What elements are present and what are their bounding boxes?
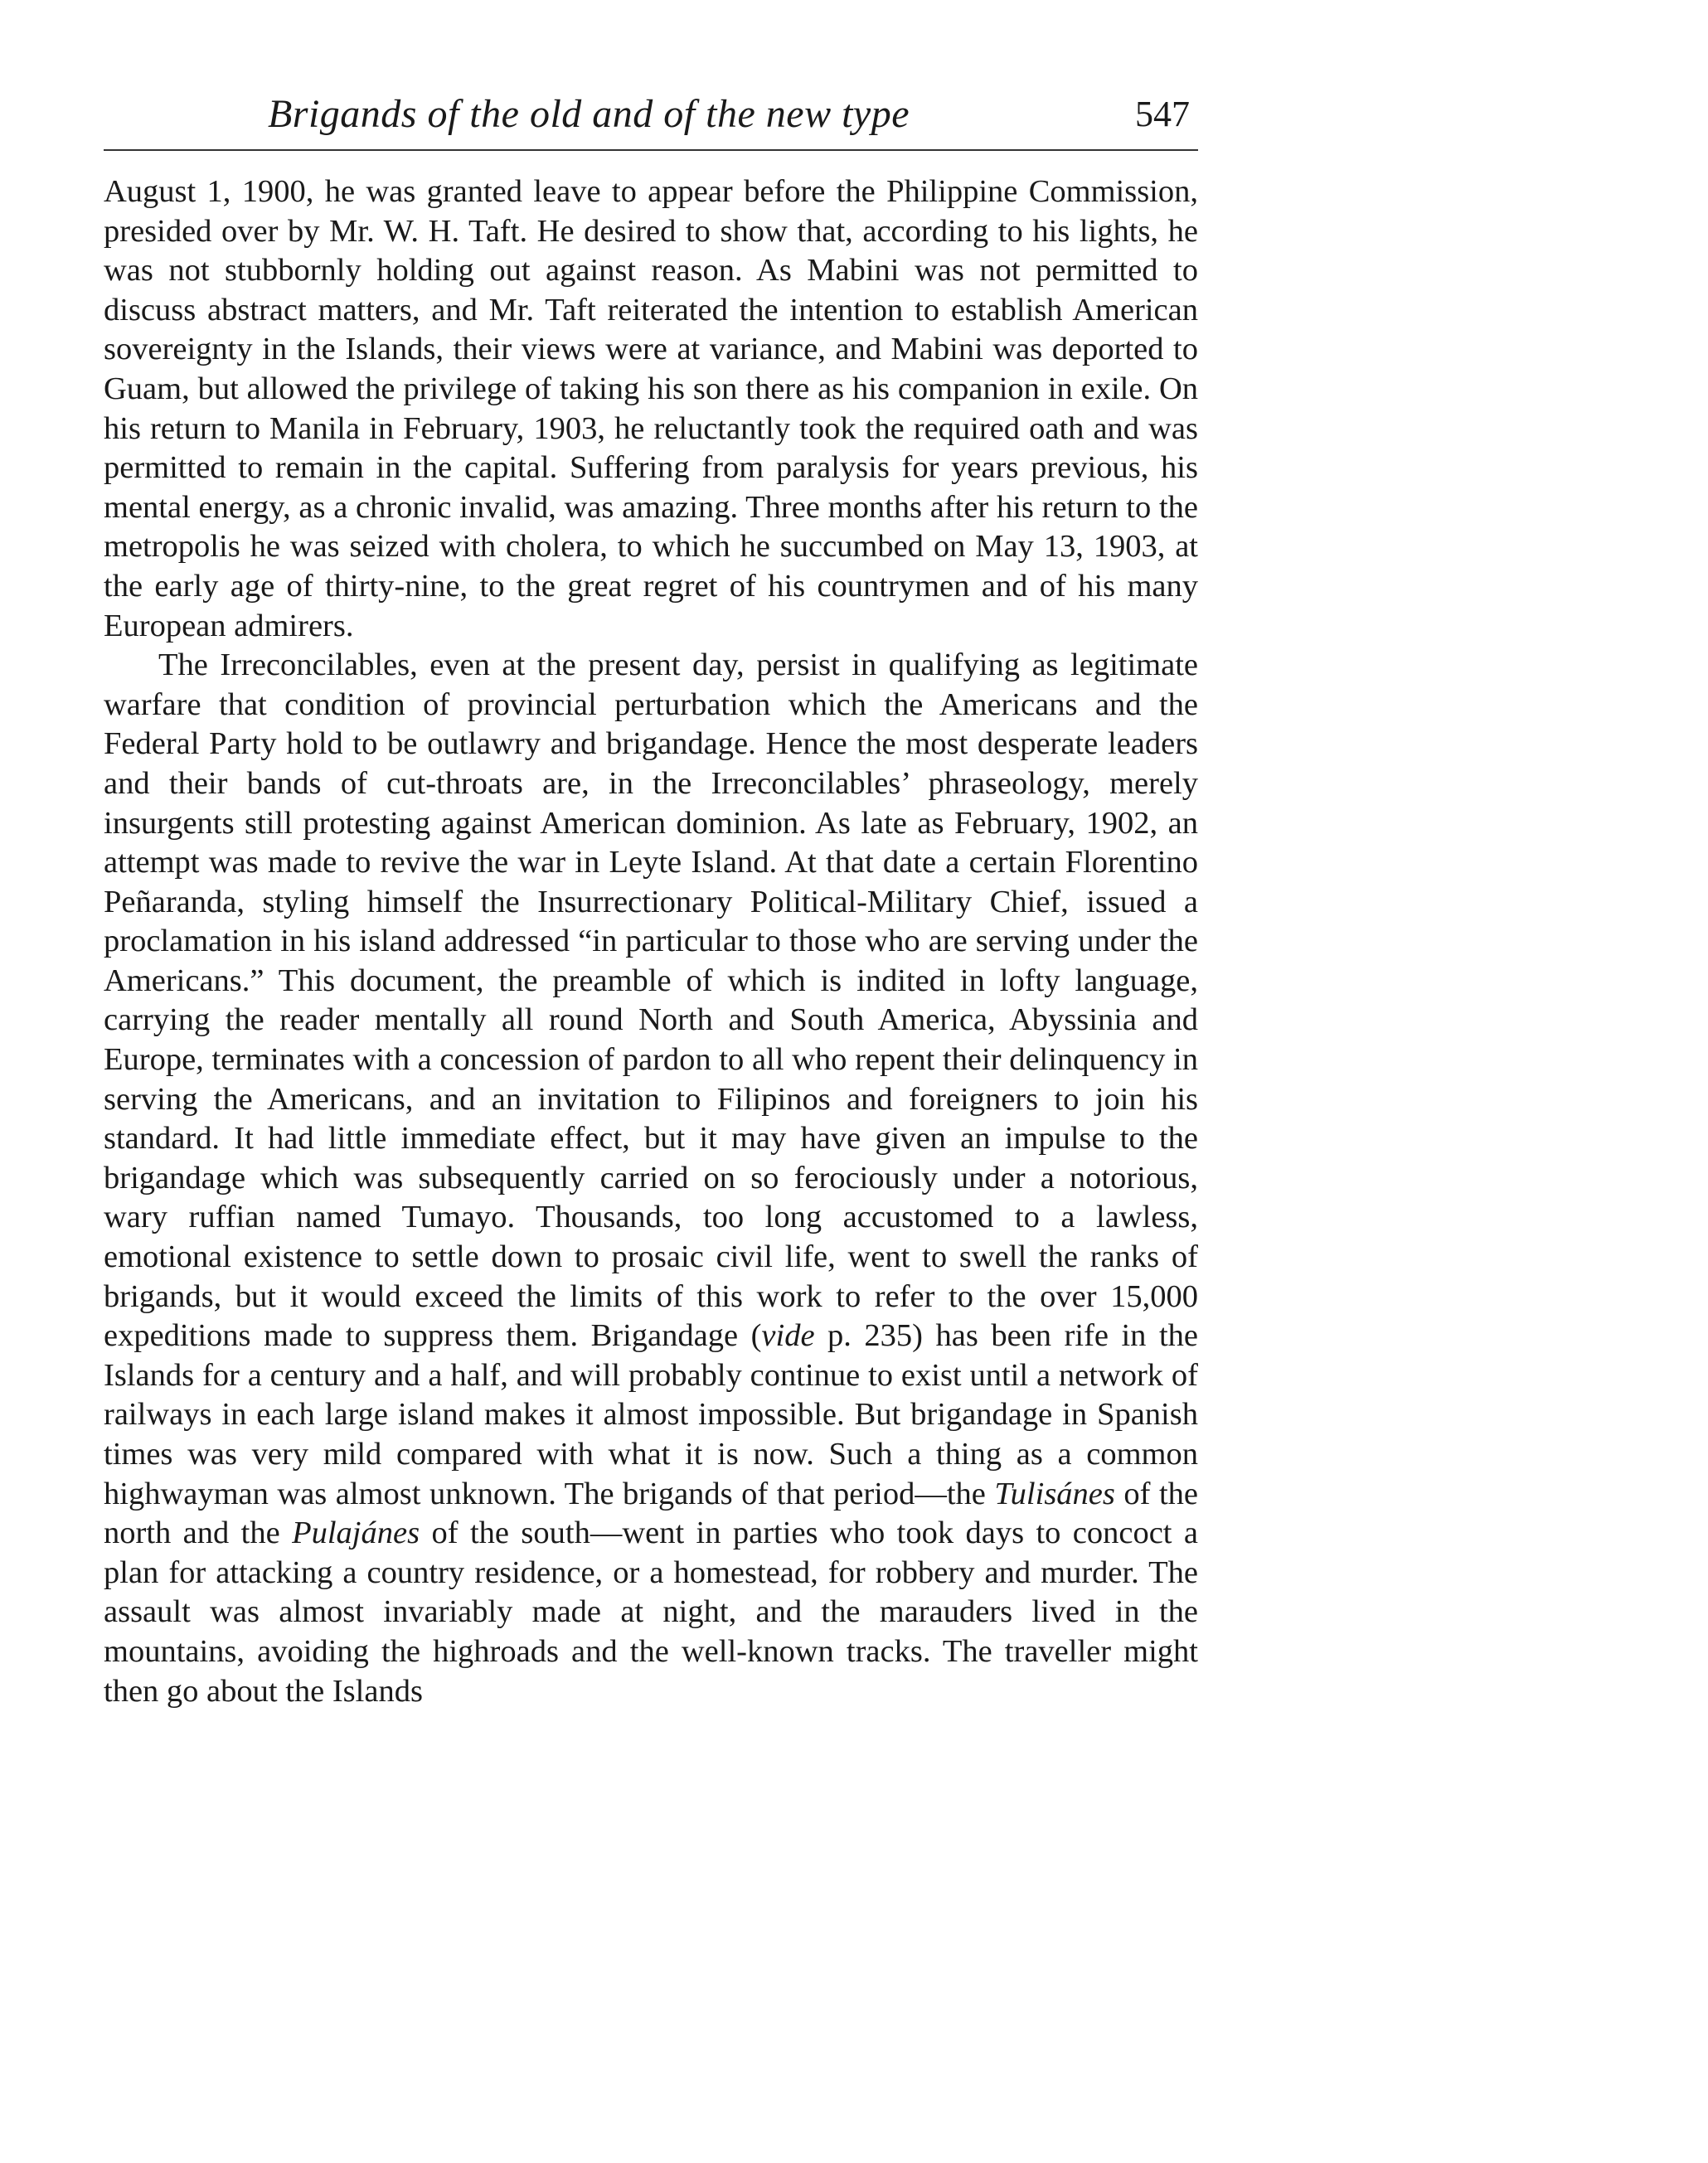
running-head (104, 91, 1198, 151)
paragraph-2 (104, 646, 1198, 1711)
running-title: Brigands of the old and of the new type (267, 92, 910, 136)
paragraph-2-segment-1: The Irreconcilables, even at the present day, persist in qualifying as legitimate warfare that condition of provincial perturbation which the Americans and the Federal Party hold to be outlawry and brigandage. Hence the most desperate leaders and their bands of cut-throats are, in the Irreconcilables’ phraseology, merely insurgents still protesting against American dominion. As late as February, 1902, an attempt was made to revive the war in Leyte Island. At that date a certain Florentino Peñaranda, styling himself the Insurrectionary Political-Military Chief, issued a proclamation in his island addressed “in particular to those who are serving under the Americans.” This document, the preamble of which is indited in lofty language, carrying the reader mentally all round North and South America, Abyssinia and Europe, terminates with a concession of pardon to all who repent their delinquency in serving the Americans, and an invitation to Filipinos and foreigners to join his standard. It had little immediate effect, but it may have given an impulse to the brigandage which was subsequently carried on so ferociously under a notorious, wary ruffian named Tumayo. Thousands, too long accustomed to a lawless, emotional existence to settle down to prosaic civil life, went to swell the ranks of brigands, but it would exceed the limits of this work to refer to the over 15,000 expeditions made to suppress them. Brigandage ( (104, 647, 1198, 1354)
paragraph-2-segment-3: p. 235) has been rife in the Islands for a century and a half, and will probably continue to exist until a network of railways in each large island makes it almost impossible. But brigandage in Spanish times was very mild compared with what it is now. Such a thing as a common highwayman was almost unknown. The brigands of that period—the (104, 1318, 1198, 1511)
paragraph-1 (104, 172, 1198, 646)
page-number: 547 (1135, 94, 1190, 134)
paragraph-2-segment-7: of the south—went in parties who took days to concoct a plan for attacking a country residence, or a homestead, for robbery and murder. The assault was almost invariably made at night, and the marauders lived in the mountains, avoiding the highroads and the well-known tracks. The traveller might then go about the Islands (104, 1516, 1198, 1709)
italic-term-vide: vide (761, 1318, 815, 1354)
italic-term-pulajanes: Pulajánes (292, 1516, 420, 1551)
paragraph-2-segment-5: of the north and the (104, 1476, 1199, 1551)
paragraph-1-segment-1: August 1, 1900, he was granted leave to appear before the Philippine Commission, presided over by Mr. W. H. Taft. He desired to show that, according to his lights, he was not stubbornly holding out against reason. As Mabini was not permitted to discuss abstract matters, and Mr. Taft reiterated the intention to establish American sovereignty in the Islands, their views were at variance, and Mabini was deported to Guam, but allowed the privilege of taking his son there as his companion in exile. On his return to Manila in February, 1903, he reluctantly took the required oath and was permitted to remain in the capital. Suffering from paralysis for years previous, his mental energy, as a chronic invalid, was amazing. Three months after his return to the metropolis he was seized with cholera, to which he succumbed on May 13, 1903, at the early age of thirty-nine, to the great regret of his countrymen and of his many European admirers. (104, 174, 1198, 643)
book-page (104, 91, 1198, 1711)
italic-term-tulisanes: Tulisánes (994, 1476, 1115, 1511)
body-text (104, 172, 1198, 1711)
